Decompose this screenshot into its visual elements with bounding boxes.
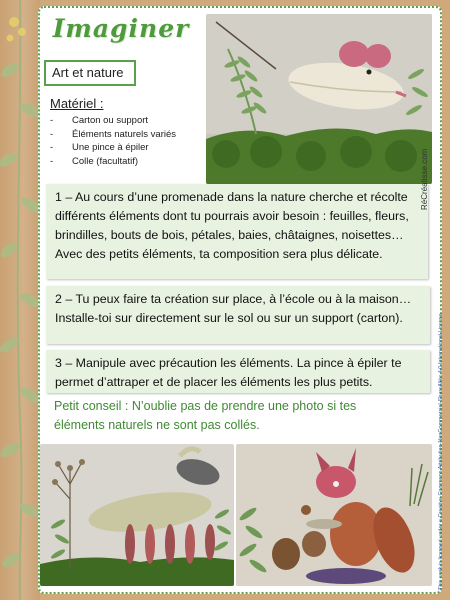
list-item: - Éléments naturels variés: [50, 128, 177, 140]
leaf-mouse-photo: [206, 14, 432, 184]
leaf-fox-photo: [236, 444, 432, 586]
list-item: - Une pince à épiler: [50, 142, 149, 153]
page-title: Imaginer: [52, 14, 190, 43]
credit-text: RéCréatisse.com: [420, 148, 429, 210]
tip-text: Petit conseil : N’oublie pas de prendre une photo si tes éléments naturels ne sont pas collés.: [54, 399, 357, 432]
subject-label: Art et nature: [44, 60, 136, 86]
step-1: 1 – Au cours d’une promenade dans la nature cherche et récolte différents éléments dont tu pourrais avoir besoin : feuilles, fleurs, brindilles, bouts de bois, pétales, baies, châtaignes, noisettes…Avec des petits éléments, ta composition sera plus délicate.: [46, 184, 428, 279]
leaf-animal-photo: [40, 444, 234, 586]
step-2: 2 – Tu peux faire ta création sur place, à l’école ou à la maison… Installe-toi sur directement sur le sol ou sur un support (carton).: [46, 286, 430, 344]
step-3: 3 – Manipule avec précaution les éléments. La pince à épiler te permet d’attraper et de placer les éléments les plus petits.: [46, 350, 430, 393]
list-item: - Carton ou support: [50, 115, 149, 126]
kraft-border: [0, 0, 40, 600]
license-link[interactable]: This work is licensed under a Creative Commons Attribution-NonCommercial-ShareAlike 4.0 International License: [438, 313, 444, 590]
list-item: - Colle (facultatif): [50, 155, 138, 167]
plant-decoration: [0, 0, 40, 600]
materiel-heading: Matériel :: [50, 96, 104, 111]
materiel-list: [50, 114, 176, 168]
